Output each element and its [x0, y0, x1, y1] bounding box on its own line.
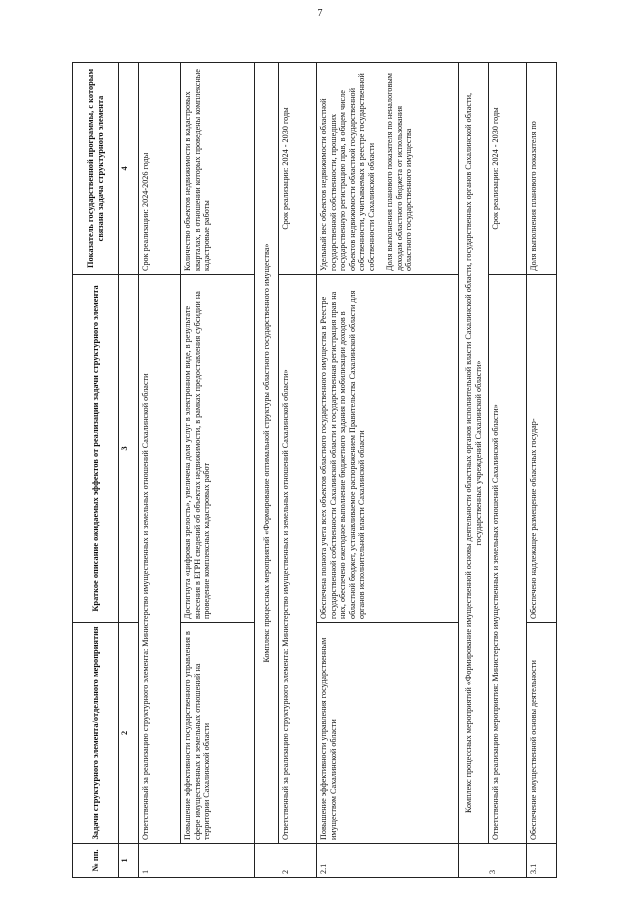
- table-row: [279, 63, 317, 878]
- row-number: 2.1: [317, 844, 459, 878]
- indicator-text: Доля выполнения планового показателя по неналоговым доходам областного бюджета от использования областного государственного имущества: [385, 73, 414, 271]
- term-cell: Срок реализации: 2024 - 2030 годы: [279, 63, 317, 275]
- header-indicator: Показатель государственной программы, с которым связана задача структурного элемента: [73, 63, 119, 275]
- term-cell: Срок реализации: 2024-2026 годы: [139, 63, 181, 275]
- task-cell: Повышение эффективности государственного управления в сфере имущественных и земельных отношений на территории Сахалинской области: [181, 623, 255, 844]
- program-table: [72, 62, 557, 878]
- table-row: [489, 63, 527, 878]
- header-number: № пп.: [73, 844, 119, 878]
- page-number: 7: [317, 8, 323, 19]
- effect-cell: Достигнута «цифровая зрелость», увеличена доля услуг в электронном виде, в результате внесения в ЕГРН сведений об объектах недвижимости, в рамках предоставления субсидии на проведение комплексных кадастровых работ: [181, 275, 255, 623]
- column-number: 1: [119, 844, 139, 878]
- rotated-table-container: [72, 63, 556, 878]
- column-number: 4: [119, 63, 139, 275]
- responsible-cell: Ответственный за реализацию структурного элемента: Министерство имущественных и земельных отношений Сахалинской области»: [279, 275, 317, 844]
- table-row: [181, 63, 255, 878]
- column-number: 2: [119, 623, 139, 844]
- column-number-row: [119, 63, 139, 878]
- header-effect: Краткое описание ожидаемых эффектов от реализации задачи структурного элемента: [73, 275, 119, 623]
- table-row: [459, 63, 489, 878]
- row-number: 2: [255, 844, 317, 878]
- task-cell: Повышение эффективности управления государственным имуществом Сахалинской области: [317, 623, 459, 844]
- complex-title-cell: Комплекс процессных мероприятий «Формирование имущественной основы деятельности областных органов исполнительной власти Сахалинской области, государственных органов Сахалинской области, государственных учреждений Сахалинской области»: [459, 63, 489, 844]
- effect-cell: Обеспечено надлежащее размещение областных государ-: [527, 275, 557, 623]
- table-row: [317, 63, 459, 878]
- effect-cell: Обеспечена полнота учета всех объектов областного государственного имущества в Реестре государственной собственности Сахалинской области и государственная регистрация прав на них, обеспечено ежегодное выполнение бюджетного задания по мобилизации доходов в областной бюджет, устанавливаемое распоряжением Правительства Сахалинской области для органов исполнительной власти Сахалинской области: [317, 275, 459, 623]
- table-row: [255, 63, 279, 878]
- table-row: [139, 63, 181, 878]
- indicator-text: Удельный вес объектов недвижимости областной государственной собственности, прошедших государственную регистрацию прав, в общем числе объектов недвижимости областной государственной собственности, учитываемых в реестре государственной собственности Сахалинской области: [319, 73, 376, 271]
- responsible-cell: Ответственный за реализацию мероприятия: Министерство имущественных и земельных отношений Сахалинской области»: [489, 275, 527, 844]
- column-number: 3: [119, 275, 139, 623]
- indicator-cell: Доля выполнения планового показателя по: [527, 63, 557, 275]
- row-number: 3.1: [527, 844, 557, 878]
- header-task: Задачи структурного элемента/отдельного мероприятия: [73, 623, 119, 844]
- indicator-cell: Количество объектов недвижимости в кадастровых кварталах, в отношении которых проведены комплексные кадастровые работы: [181, 63, 255, 275]
- complex-title-cell: Комплекс процессных мероприятий «Формирование оптимальной структуры областного государственного имущества»: [255, 63, 279, 844]
- table-header-row: [73, 63, 119, 878]
- responsible-cell: Ответственный за реализацию структурного элемента: Министерство имущественных и земельных отношений Сахалинской области: [139, 275, 181, 844]
- row-number: 3: [459, 844, 527, 878]
- row-number: 1: [139, 844, 255, 878]
- table-row: [527, 63, 557, 878]
- term-cell: Срок реализации: 2024 - 2030 годы: [489, 63, 527, 275]
- indicator-cell: [317, 63, 459, 275]
- task-cell: Обеспечение имущественной основы деятельности: [527, 623, 557, 844]
